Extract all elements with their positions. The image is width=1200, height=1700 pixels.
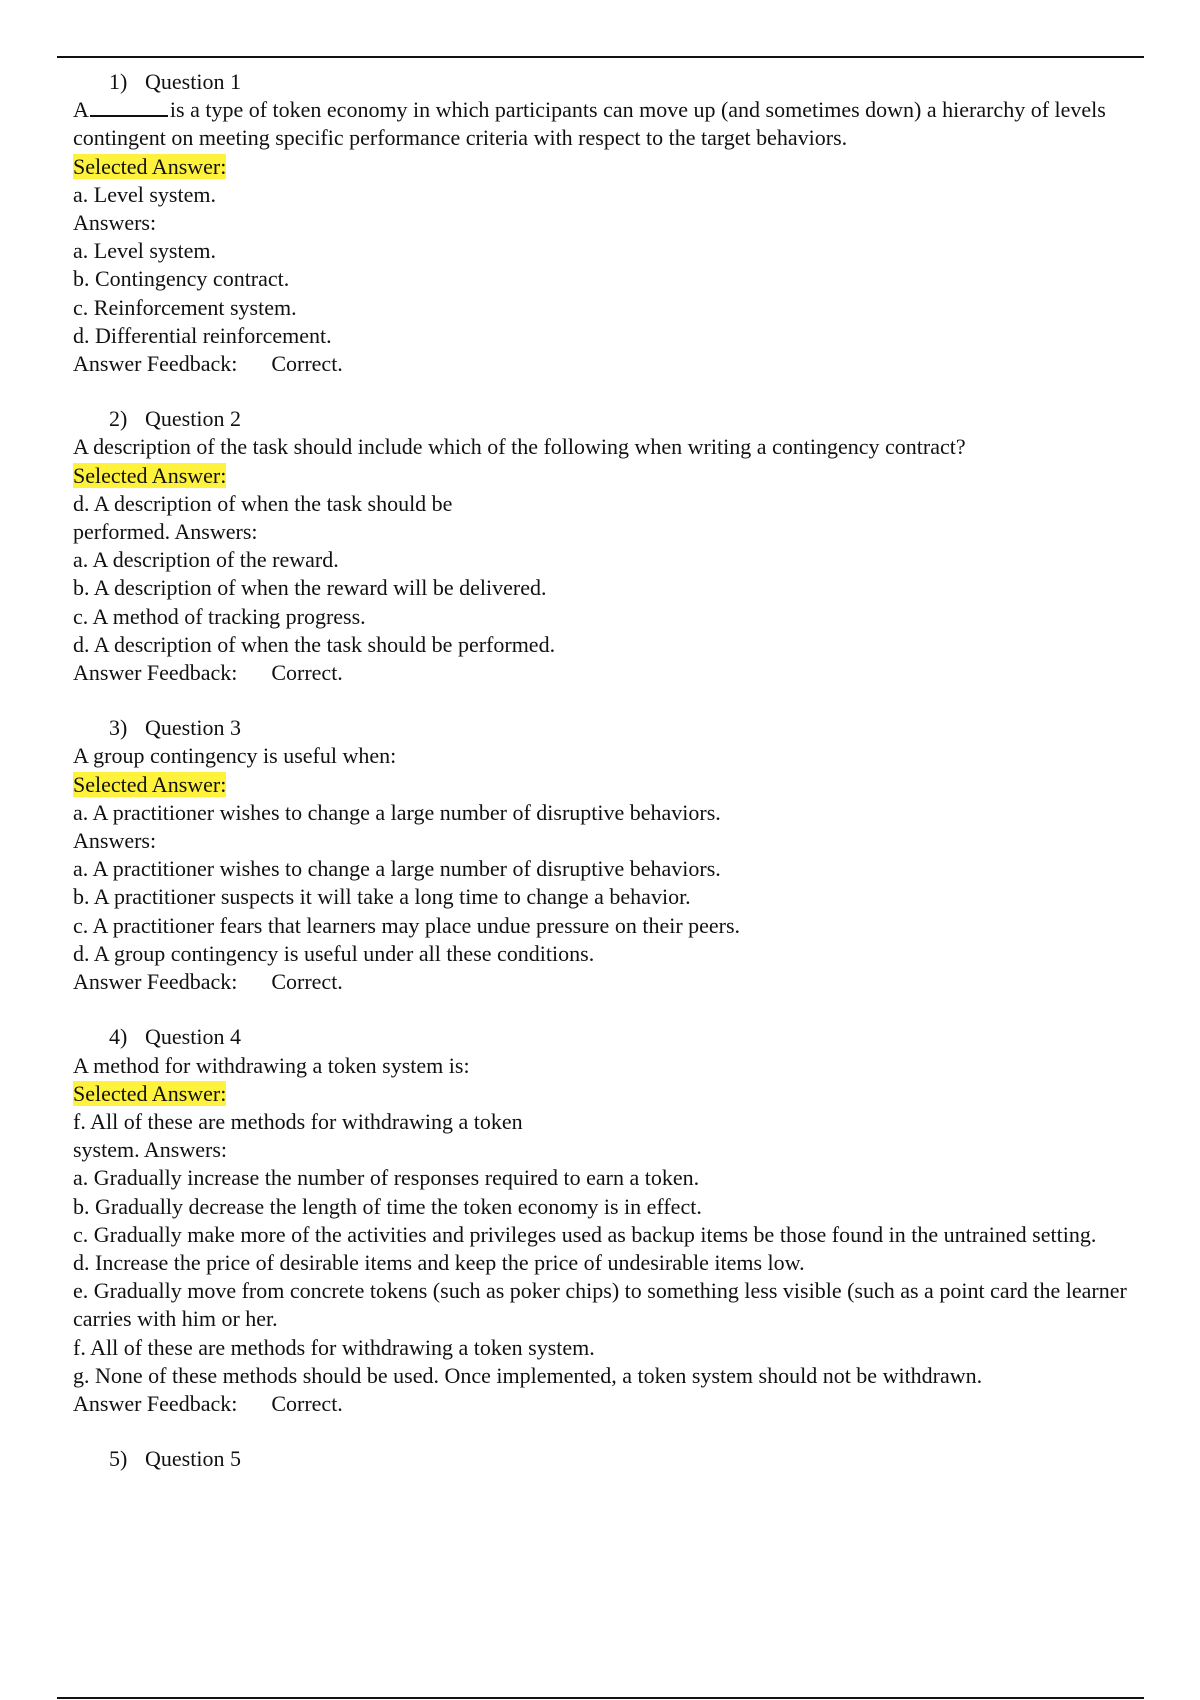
top-rule	[57, 56, 1144, 58]
question-prompt: A group contingency is useful when:	[73, 743, 397, 769]
answer-option: a. A description of the reward.	[73, 547, 339, 573]
selected-answer-label: Selected Answer:	[73, 1080, 227, 1106]
feedback-value: Correct.	[271, 969, 343, 995]
answer-option: e. Gradually move from concrete tokens (such as poker chips) to something less visible (such as a point card the learner carries with him or her.	[73, 1278, 1127, 1332]
answer-feedback: Answer Feedback: Correct.	[73, 968, 1143, 996]
question-header: 2) Question 2	[109, 406, 241, 432]
answer-option: b. Gradually decrease the length of time the token economy is in effect.	[73, 1193, 702, 1219]
answers-label: Answers:	[73, 828, 157, 854]
answer-option: c. Reinforcement system.	[73, 294, 297, 320]
fill-in-blank	[90, 99, 168, 117]
answer-feedback: Answer Feedback: Correct.	[73, 350, 1143, 378]
answers-label: Answers:	[73, 210, 157, 236]
feedback-value: Correct.	[271, 351, 343, 377]
selected-answer-label: Selected Answer:	[73, 462, 227, 488]
answer-feedback: Answer Feedback: Correct.	[73, 1390, 1143, 1418]
answer-option: c. A method of tracking progress.	[73, 603, 366, 629]
question-2	[73, 405, 1143, 687]
selected-answer-continued: performed. Answers:	[73, 519, 258, 545]
selected-answer-label: Selected Answer:	[73, 771, 227, 797]
answer-option: c. Gradually make more of the activities and privileges used as backup items be those found in the untrained setting.	[73, 1221, 1097, 1247]
question-header: 1) Question 1	[109, 69, 241, 94]
selected-answer-continued: system. Answers:	[73, 1137, 228, 1163]
quiz-content	[73, 68, 1143, 1473]
answers-label: Answers:	[143, 1137, 228, 1163]
answer-option: a. Level system.	[73, 238, 216, 264]
question-prompt: A is a type of token economy in which participants can move up (and sometimes down) a hierarchy of levels contingent on meeting specific performance criteria with respect to the target behaviors.	[73, 97, 1106, 151]
feedback-value: Correct.	[271, 1390, 343, 1416]
answer-option: d. Increase the price of desirable items and keep the price of undesirable items low.	[73, 1249, 805, 1275]
answer-option: g. None of these methods should be used. Once implemented, a token system should not be withdrawn.	[73, 1362, 983, 1388]
question-header: 3) Question 3	[109, 715, 241, 741]
answer-option: c. A practitioner fears that learners may place undue pressure on their peers.	[73, 912, 741, 938]
answer-option: a. Gradually increase the number of responses required to earn a token.	[73, 1165, 700, 1191]
bottom-rule	[57, 1697, 1144, 1699]
selected-answer: d. A description of when the task should be	[73, 490, 453, 516]
question-prompt: A method for withdrawing a token system is:	[73, 1052, 470, 1078]
question-5	[73, 1445, 1143, 1473]
question-4	[73, 1023, 1143, 1418]
answer-option: b. A description of when the reward will be delivered.	[73, 575, 547, 601]
selected-answer: f. All of these are methods for withdrawing a token	[73, 1108, 523, 1134]
answer-option: a. A practitioner wishes to change a large number of disruptive behaviors.	[73, 856, 721, 882]
question-header: 5) Question 5	[109, 1446, 241, 1472]
answer-option: b. A practitioner suspects it will take a long time to change a behavior.	[73, 884, 691, 910]
answer-option: d. A description of when the task should be performed.	[73, 631, 556, 657]
selected-answer: a. A practitioner wishes to change a large number of disruptive behaviors.	[73, 799, 721, 825]
answer-option: d. Differential reinforcement.	[73, 322, 332, 348]
answer-option: d. A group contingency is useful under all these conditions.	[73, 940, 595, 966]
answer-feedback: Answer Feedback: Correct.	[73, 659, 1143, 687]
question-1	[73, 68, 1143, 378]
selected-answer-label: Selected Answer:	[73, 153, 227, 179]
question-header: 4) Question 4	[109, 1024, 241, 1050]
answers-label: Answers:	[174, 519, 258, 545]
answer-option: b. Contingency contract.	[73, 266, 290, 292]
answer-option: f. All of these are methods for withdrawing a token system.	[73, 1334, 595, 1360]
question-prompt: A description of the task should include which of the following when writing a contingency contract?	[73, 434, 966, 460]
feedback-value: Correct.	[271, 660, 343, 686]
question-3	[73, 714, 1143, 996]
selected-answer: a. Level system.	[73, 181, 216, 207]
